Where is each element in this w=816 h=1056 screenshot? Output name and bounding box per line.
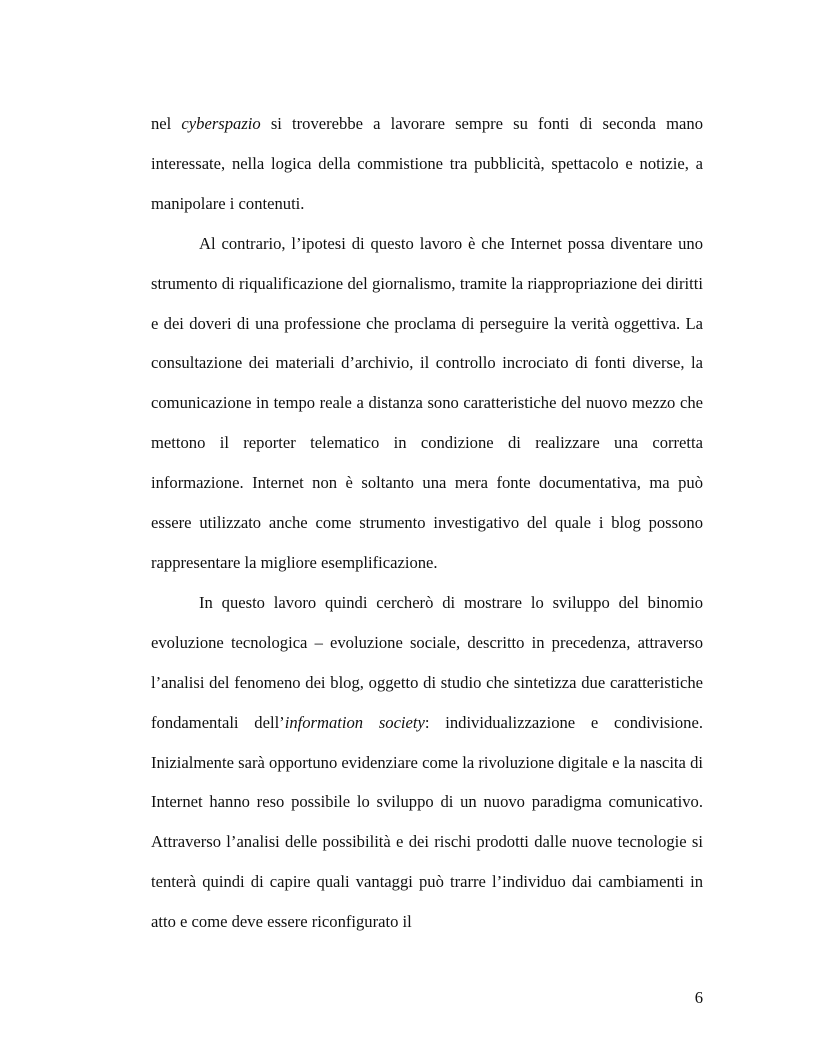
paragraph-3-part-3: : individualizzazione e condivisione. Inizialmente sarà opportuno evidenziare come la rivoluzione digitale e la nascita di Internet hanno reso possibile lo sviluppo di un nuovo paradigma comunicativo. Attraverso l’analisi delle possibilità e dei rischi prodotti dalle nuove tecnologie si tenterà quindi di capire quali vantaggi può trarre l’individuo dai cambiamenti in atto e come deve essere riconfigurato il	[151, 712, 703, 932]
paragraph-3	[151, 583, 703, 942]
paragraph-3-part-1: In questo lavoro quindi cercherò di mostrare lo sviluppo del binomio evoluzione tecnologica – evoluzione sociale, descritto in precedenza, attraverso l’analisi del fenomeno dei blog, oggetto di studio che sintetizza due caratteristiche fondamentali dell’	[151, 592, 703, 732]
paragraph-2	[151, 224, 703, 583]
paragraph-2-text: Al contrario, l’ipotesi di questo lavoro è che Internet possa diventare uno strumento di riqualificazione del giornalismo, tramite la riappropriazione dei diritti e dei doveri di una professione che proclama di perseguire la verità oggettiva. La consultazione dei materiali d’archivio, il controllo incrociato di fonti diverse, la comunicazione in tempo reale a distanza sono caratteristiche del nuovo mezzo che mettono il reporter telematico in condizione di realizzare una corretta informazione. Internet non è soltanto una mera fonte documentativa, ma può essere utilizzato anche come strumento investigativo del quale i blog possono rappresentare la migliore esemplificazione.	[151, 233, 703, 572]
page-number: 6	[694, 988, 703, 1007]
paragraph-1-part-3: si troverebbe a lavorare sempre su fonti di seconda mano interessate, nella logica della commistione tra pubblicità, spettacolo e notizie, a manipolare i contenuti.	[151, 114, 704, 213]
paragraph-1-term-cyberspazio: cyberspazio	[181, 114, 261, 133]
page-body	[151, 104, 703, 942]
paragraph-3-term-information-society: information society	[284, 712, 425, 732]
paragraph-1-part-1: nel	[151, 114, 182, 133]
paragraph-1	[151, 104, 703, 224]
